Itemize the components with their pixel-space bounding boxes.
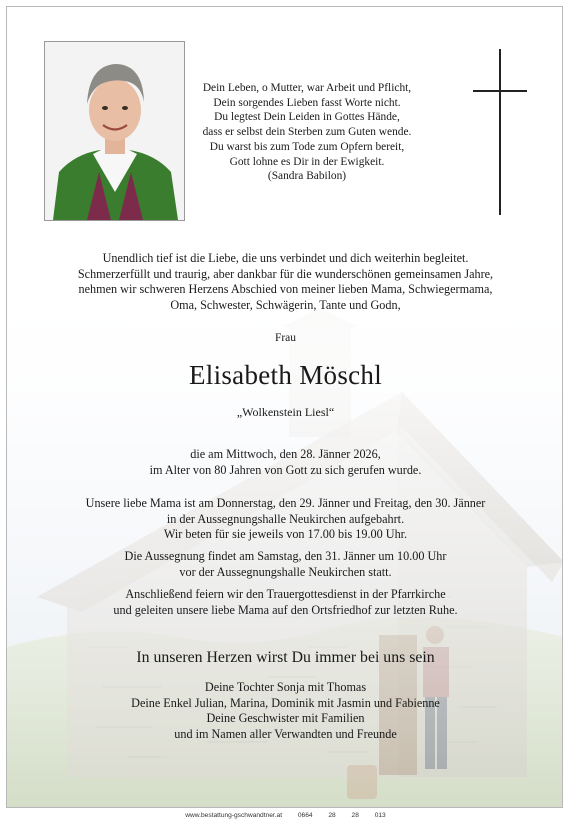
service-line: und geleiten unsere liebe Mama auf den Ortsfriedhof zur letzten Ruhe.: [113, 602, 458, 617]
death-notice-line: die am Mittwoch, den 28. Jänner 2026,: [190, 447, 381, 461]
poem-line: dass er selbst dein Sterben zum Guten wende.: [202, 126, 412, 139]
footer: [0, 812, 571, 819]
mourner-line: Deine Tochter Sonja mit Thomas: [204, 680, 367, 694]
viewing-info: [27, 496, 544, 543]
deceased-name: Elisabeth Möschl: [188, 360, 383, 390]
blessing-line: Die Aussegnung findet am Samstag, den 31. Jänner um 10.00 Uhr: [124, 549, 447, 563]
poem-line: Du legtest Dein Leiden in Gottes Hände,: [214, 111, 400, 124]
closing-line: In unseren Herzen wirst Du immer bei uns sein: [136, 649, 435, 666]
cross-icon: [470, 49, 530, 215]
intro-line: nehmen wir schweren Herzens Abschied von meiner lieben Mama, Schwiegermama,: [78, 282, 493, 296]
mourner-line: Deine Geschwister mit Familien: [206, 711, 365, 726]
salutation: Frau: [274, 332, 297, 344]
obituary-card: [6, 6, 563, 808]
service-info: [27, 587, 544, 618]
intro-line: Oma, Schwester, Schwägerin, Tante und Godn,: [170, 297, 401, 312]
mourners-list: [27, 680, 544, 742]
nickname: „Wolkenstein Liesl“: [236, 405, 335, 419]
poem: [157, 81, 457, 184]
poem-line: Dein sorgendes Lieben fasst Worte nicht.: [213, 96, 401, 109]
poem-line: Du warst bis zum Tode zum Opfern bereit,: [209, 140, 405, 153]
mourner-line: Deine Enkel Julian, Marina, Dominik mit Jasmin und Fabienne: [131, 695, 440, 710]
viewing-line: in der Aussegnungshalle Neukirchen aufgebahrt.: [166, 511, 405, 526]
viewing-line: Unsere liebe Mama ist am Donnerstag, den 29. Jänner und Freitag, den 30. Jänner: [85, 496, 486, 510]
intro-text: [27, 251, 544, 313]
footer-website[interactable]: www.bestattung-gschwandtner.at: [185, 812, 283, 819]
poem-line: Dein Leben, o Mutter, war Arbeit und Pflicht,: [202, 82, 412, 94]
mourner-line: und im Namen aller Verwandten und Freunde: [174, 726, 397, 741]
death-notice: [27, 447, 544, 478]
death-notice-line: im Alter von 80 Jahren von Gott zu sich gerufen wurde.: [149, 462, 422, 477]
footer-phone: 0664 28 28 013: [297, 812, 386, 819]
viewing-line: Wir beten für sie jeweils von 17.00 bis 19.00 Uhr.: [163, 527, 408, 542]
poem-line: Gott lohne es Dir in der Ewigkeit.: [229, 155, 385, 168]
intro-line: Unendlich tief ist die Liebe, die uns verbindet und dich weiterhin begleitet.: [102, 251, 469, 265]
blessing-line: vor der Aussegnungshalle Neukirchen statt.: [179, 564, 392, 579]
intro-line: Schmerzerfüllt und traurig, aber dankbar für die wunderschönen gemeinsamen Jahre,: [77, 266, 494, 281]
poem-author: (Sandra Babilon): [267, 170, 347, 183]
service-line: Anschließend feiern wir den Trauergottesdienst in der Pfarrkirche: [125, 587, 446, 601]
blessing-info: [27, 549, 544, 580]
